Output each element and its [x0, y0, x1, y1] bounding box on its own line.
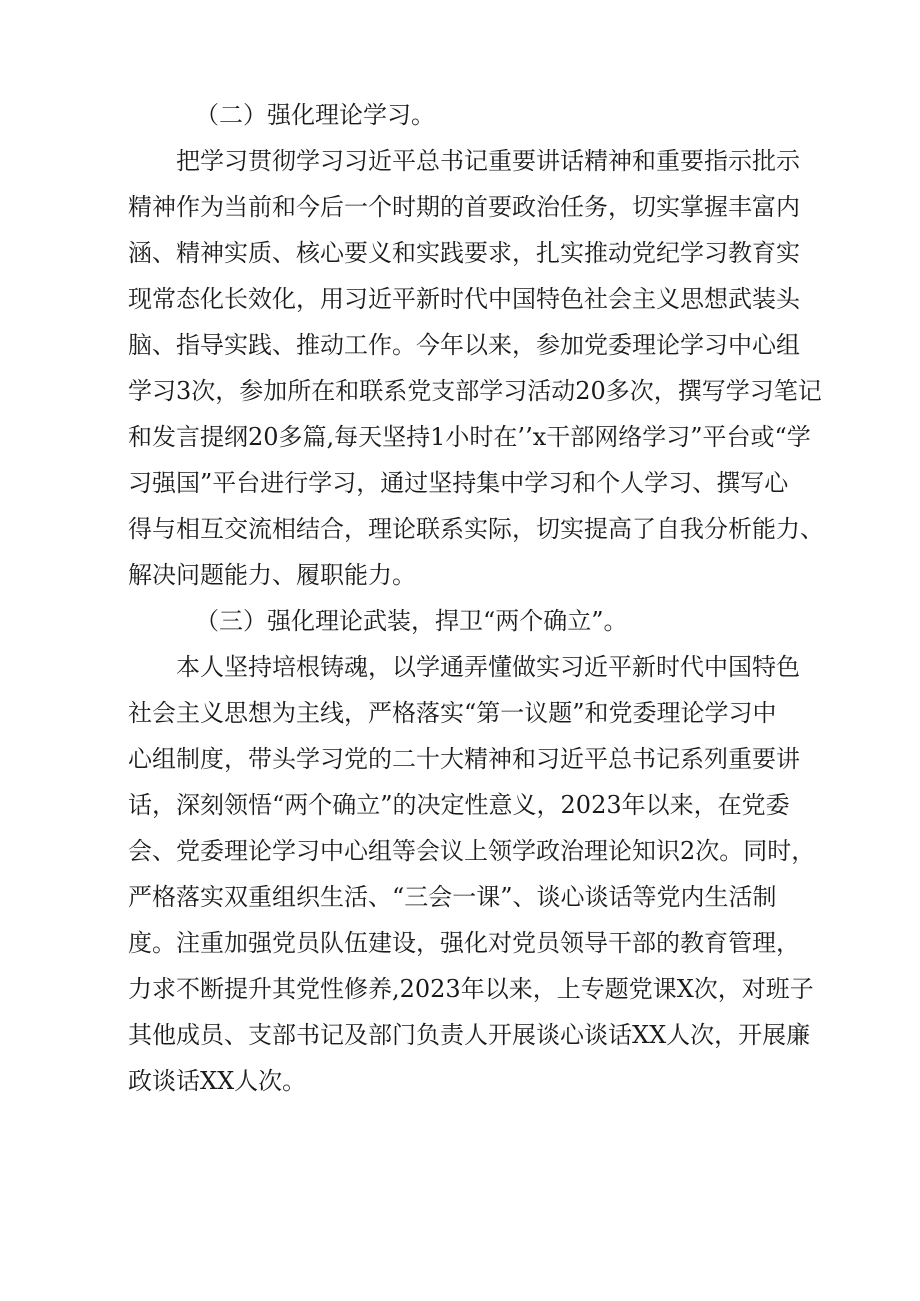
paragraph-theory-armament: [128, 644, 816, 1104]
paragraph-line: 精神作为当前和今后一个时期的首要政治任务，切实掌握丰富内: [128, 193, 800, 221]
paragraph-line: 本人坚持培根铸魂，以学通弄懂做实习近平新时代中国特色: [176, 653, 800, 681]
paragraph-line: 得与相互交流相结合，理论联系实际，切实提高了自我分析能力、: [128, 515, 824, 543]
paragraph-theory-study: [128, 138, 824, 598]
paragraph-line: 政谈话XX人次。: [128, 1067, 307, 1095]
paragraph-line: 和发言提纲20多篇,每天坚持1小时在’’x干部网络学习”平台或“学: [128, 423, 811, 451]
paragraph-line: 会、党委理论学习中心组等会议上领学政治理论知识2次。同时，: [128, 837, 816, 865]
paragraph-line: 涵、精神实质、核心要义和实践要求，扎实推动党纪学习教育实: [128, 239, 800, 267]
paragraph-line: 脑、指导实践、推动工作。今年以来，参加党委理论学习中心组: [128, 331, 800, 359]
section-heading-2: （二）强化理论学习。: [195, 101, 435, 129]
paragraph-line: 话，深刻领悟“两个确立”的决定性意义，2023年以来，在党委: [128, 791, 790, 819]
paragraph-line: 解决问题能力、履职能力。: [128, 561, 416, 589]
paragraph-line: 心组制度，带头学习党的二十大精神和习近平总书记系列重要讲: [128, 745, 800, 773]
paragraph-line: 习强国”平台进行学习，通过坚持集中学习和个人学习、撰写心: [128, 469, 789, 497]
paragraph-line: 力求不断提升其党性修养,2023年以来，上专题党课X次，对班子: [128, 975, 814, 1003]
paragraph-line: 现常态化长效化，用习近平新时代中国特色社会主义思想武装头: [128, 285, 800, 313]
paragraph-line: 其他成员、支部书记及部门负责人开展谈心谈话XX人次，开展廉: [128, 1021, 811, 1049]
paragraph-line: 社会主义思想为主线，严格落实“第一议题”和党委理论学习中: [128, 699, 777, 727]
paragraph-line: 度。注重加强党员队伍建设，强化对党员领导干部的教育管理，: [128, 929, 800, 957]
paragraph-line: 学习3次，参加所在和联系党支部学习活动20多次，撰写学习笔记: [128, 377, 822, 405]
paragraph-line: 把学习贯彻学习习近平总书记重要讲话精神和重要指示批示: [176, 147, 800, 175]
section-heading-3: （三）强化理论武装，捍卫“两个确立”。: [195, 607, 628, 635]
document-body: [128, 92, 824, 1104]
paragraph-line: 严格落实双重组织生活、“三会一课”、谈心谈话等党内生活制: [128, 883, 777, 911]
